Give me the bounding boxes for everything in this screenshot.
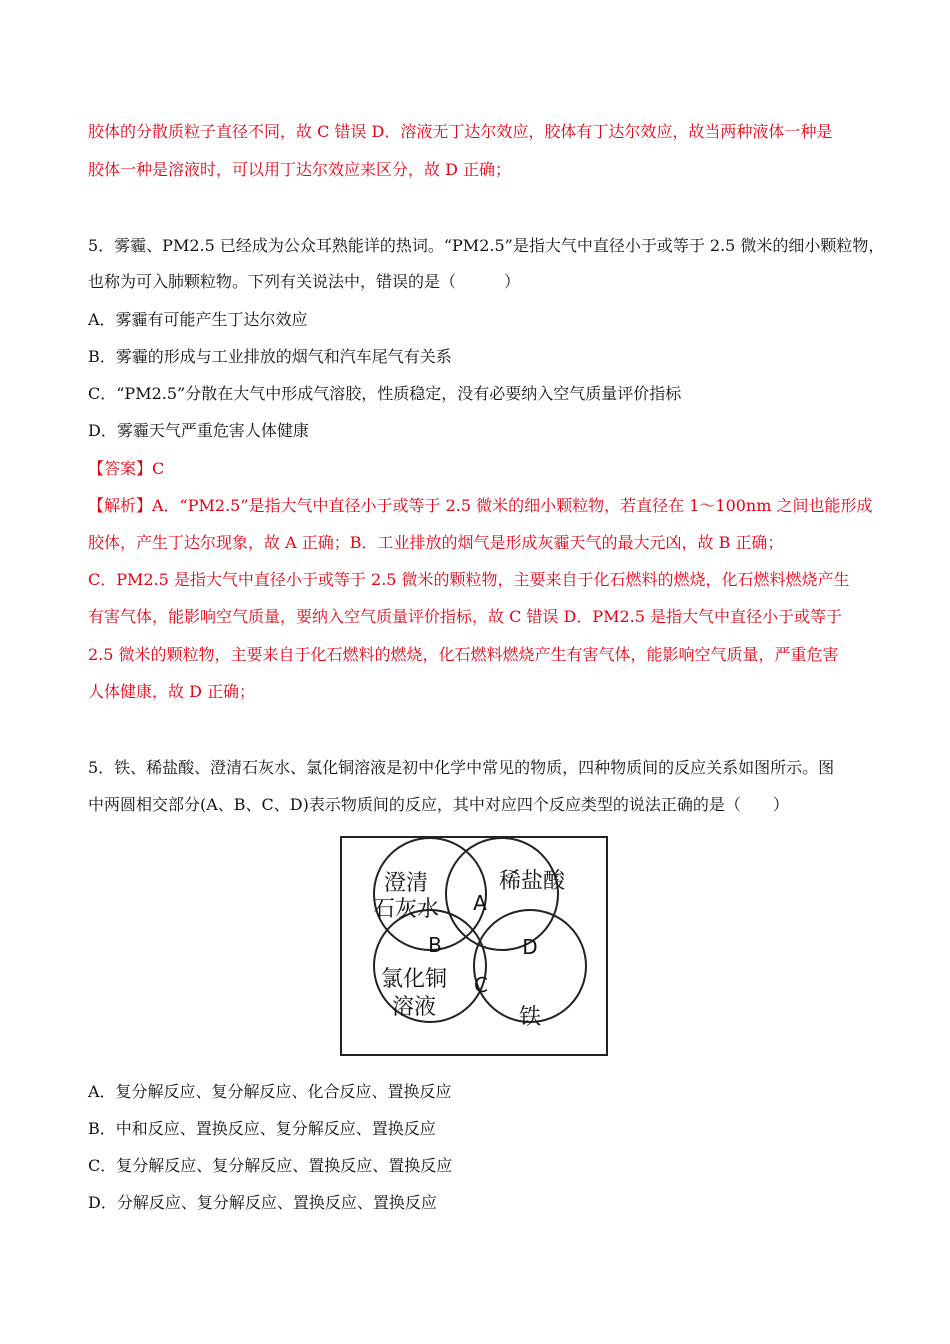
label-limewater-1: 澄清 — [383, 871, 429, 896]
option-b: B．中和反应、置换反应、复分解反应、置换反应 — [88, 1119, 436, 1138]
circle-hydrochloric-acid — [446, 838, 558, 950]
analysis-line: 胶体的分散质粒子直径不同，故 C 错误 D．溶液无丁达尔效应，胶体有丁达尔效应，故当两种液体一种是 — [88, 122, 833, 141]
question-stem: 也称为可入肺颗粒物。下列有关说法中，错误的是（ ） — [88, 272, 521, 291]
analysis-line: 有害气体，能影响空气质量，要纳入空气质量评价指标，故 C 错误 D．PM2.5 是指大气中直径小于或等于 — [88, 607, 843, 626]
question-stem: 中两圆相交部分(A、B、C、D)表示物质间的反应，其中对应四个反应类型的说法正确的是（ ） — [88, 795, 789, 814]
question-stem: 5．铁、稀盐酸、澄清石灰水、氯化铜溶液是初中化学中常见的物质，四种物质间的反应关系如图所示。图 — [88, 758, 835, 777]
analysis-line: C．PM2.5 是指大气中直径小于或等于 2.5 微米的颗粒物，主要来自于化石燃料的燃烧，化石燃料燃烧产生 — [88, 570, 850, 589]
analysis-line: 2.5 微米的颗粒物，主要来自于化石燃料的燃烧，化石燃料燃烧产生有害气体，能影响空气质量，严重危害 — [88, 645, 839, 664]
region-d: D — [522, 935, 538, 959]
analysis-line: 【解析】A．“PM2.5”是指大气中直径小于或等于 2.5 微米的细小颗粒物，若直径在 1～100nm 之间也能形成 — [88, 496, 873, 515]
label-limewater-2: 石灰水 — [372, 897, 440, 922]
option-d: D．雾霾天气严重危害人体健康 — [88, 421, 309, 440]
venn-svg — [342, 838, 606, 1054]
region-c: C — [474, 973, 488, 997]
option-c: C．“PM2.5”分散在大气中形成气溶胶，性质稳定，没有必要纳入空气质量评价指标 — [88, 384, 682, 403]
analysis-line: 人体健康，故 D 正确； — [88, 682, 256, 701]
option-a: A．雾霾有可能产生丁达尔效应 — [88, 310, 308, 329]
option-d: D．分解反应、复分解反应、置换反应、置换反应 — [88, 1193, 437, 1212]
label-iron: 铁 — [518, 1005, 542, 1030]
label-copper-chloride-2: 溶液 — [391, 995, 437, 1020]
option-c: C．复分解反应、复分解反应、置换反应、置换反应 — [88, 1156, 453, 1175]
analysis-line: 胶体，产生丁达尔现象，故 A 正确；B．工业排放的烟气是形成灰霾天气的最大元凶，故 B 正确； — [88, 533, 784, 552]
label-hydrochloric-acid: 稀盐酸 — [498, 869, 566, 894]
venn-diagram — [340, 836, 608, 1056]
option-a: A．复分解反应、复分解反应、化合反应、置换反应 — [88, 1082, 452, 1101]
analysis-line: 胶体一种是溶液时，可以用丁达尔效应来区分，故 D 正确； — [88, 160, 512, 179]
option-b: B．雾霾的形成与工业排放的烟气和汽车尾气有关系 — [88, 347, 452, 366]
region-b: B — [428, 933, 442, 957]
region-a: A — [473, 891, 487, 915]
answer: 【答案】C — [88, 459, 165, 478]
question-stem: 5．雾霾、PM2.5 已经成为公众耳熟能详的热词。“PM2.5”是指大气中直径小于或等于 2.5 微米的细小颗粒物， — [88, 236, 885, 255]
label-copper-chloride-1: 氯化铜 — [380, 967, 448, 992]
